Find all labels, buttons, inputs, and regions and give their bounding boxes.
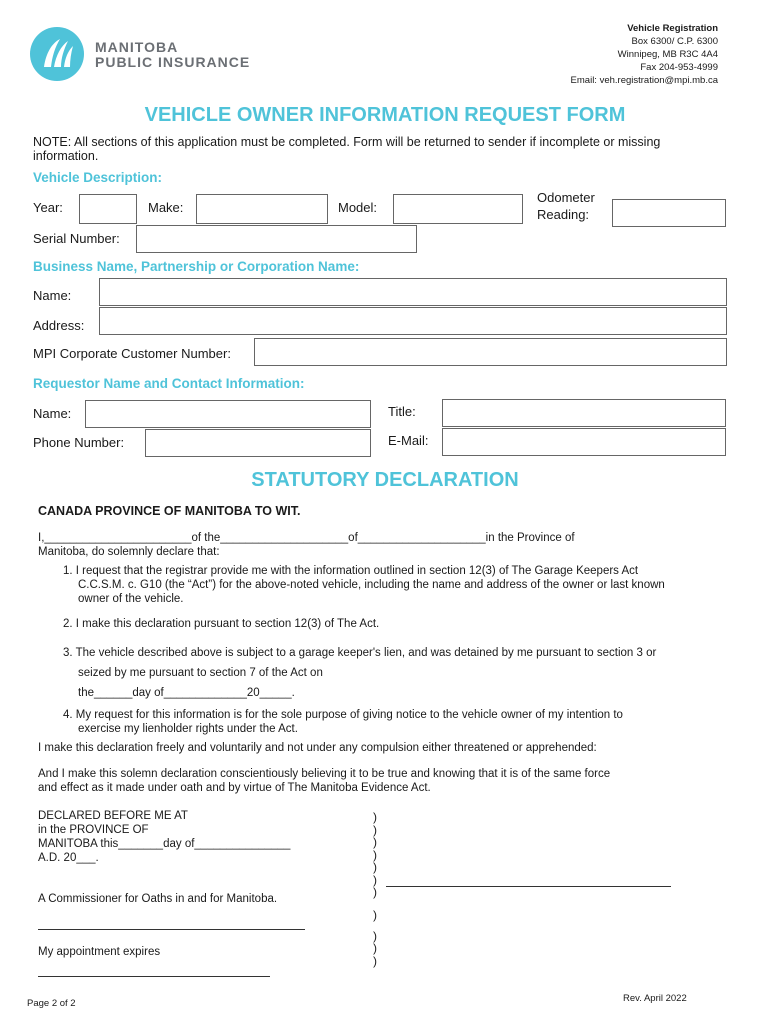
page-number: Page 2 of 2 [27, 998, 76, 1009]
declaration-subtitle: CANADA PROVINCE OF MANITOBA TO WIT. [38, 504, 301, 518]
address-line: Email: veh.registration@mpi.mb.ca [570, 75, 718, 86]
declared-line4: A.D. 20___. [38, 852, 99, 864]
parenthesis: ) [373, 822, 377, 837]
mailing-address [571, 22, 718, 87]
item1-line3: owner of the vehicle. [78, 593, 184, 605]
business-address-label: Address: [33, 318, 85, 333]
declaration-item-1 [63, 564, 743, 606]
form-note: NOTE: All sections of this application must be completed. Form will be returned to sender if incomplete or missing information. [33, 135, 661, 163]
parenthesis: ) [373, 835, 377, 849]
parenthesis: ) [373, 941, 377, 955]
parenthesis-column-lower [373, 909, 377, 967]
declared-line1: DECLARED BEFORE ME AT [38, 810, 188, 822]
appointment-date-line[interactable] [38, 976, 270, 977]
freely-statement: I make this declaration freely and voluntarily and not under any compulsion either threatened or apprehended: [38, 742, 597, 754]
odometer-label-line1: Odometer [537, 190, 595, 205]
declared-line2: in the PROVINCE OF [38, 824, 149, 836]
logo-line1: MANITOBA [95, 39, 179, 55]
serial-number-label: Serial Number: [33, 231, 120, 246]
commissioner-label: A Commissioner for Oaths in and for Manitoba. [38, 893, 278, 905]
address-line: Winnipeg, MB R3C 4A4 [617, 49, 718, 60]
odometer-label-line2: Reading: [537, 207, 590, 222]
declaration-intro [38, 531, 738, 559]
requestor-name-label: Name: [33, 406, 72, 421]
declaration-item-4 [63, 708, 743, 736]
declared-line3: MANITOBA this_______day of_______________ [38, 838, 291, 850]
requestor-section-heading: Requestor Name and Contact Information: [33, 376, 305, 391]
year-label: Year: [33, 200, 63, 215]
item1-line1: 1. I request that the registrar provide me with the information outlined in section 12(3) of The Garage Keepers Act [63, 565, 639, 577]
item4-line2: exercise my lienholder rights under the Act. [78, 723, 298, 735]
parenthesis: ) [373, 847, 377, 862]
appointment-label: My appointment expires [38, 946, 161, 958]
logo-wordmark [95, 40, 250, 70]
item3-line1: 3. The vehicle described above is subject to a garage keeper's lien, and was detained by me pursuant to section 3 or [63, 647, 657, 659]
requestor-title-label: Title: [388, 404, 416, 419]
year-field[interactable] [79, 194, 137, 224]
mpi-logo-icon [30, 27, 84, 81]
business-section-heading: Business Name, Partnership or Corporation Name: [33, 259, 360, 274]
address-title: Vehicle Registration [627, 23, 718, 34]
declaration-title: STATUTORY DECLARATION [251, 469, 519, 491]
logo-line2: PUBLIC INSURANCE [95, 54, 251, 70]
parenthesis: ) [373, 872, 377, 887]
business-name-label: Name: [33, 288, 72, 303]
item1-line2: C.C.S.M. c. G10 (the “Act”) for the above-noted vehicle, including the name and address of the owner or last known [78, 579, 665, 591]
model-label: Model: [338, 200, 378, 215]
phone-number-field[interactable] [145, 429, 371, 457]
declaration-intro-line2: Manitoba, do solemnly declare that: [38, 546, 220, 558]
revision-date: Rev. April 2022 [623, 993, 687, 1004]
declarant-signature-line[interactable] [386, 886, 671, 887]
corporate-number-label: MPI Corporate Customer Number: [33, 346, 231, 361]
business-name-field[interactable] [99, 278, 727, 306]
business-address-field[interactable] [99, 307, 727, 335]
parenthesis: ) [373, 810, 377, 824]
parenthesis: ) [373, 908, 377, 922]
solemn-line1: And I make this solemn declaration conscientiously believing it to be true and knowing that it is of the same force [38, 768, 611, 780]
corporate-number-field[interactable] [254, 338, 727, 366]
phone-number-label: Phone Number: [33, 435, 125, 450]
declared-before-block [38, 809, 290, 865]
item4-line1: 4. My request for this information is for the sole purpose of giving notice to the vehicle owner of my intention to [63, 709, 623, 721]
model-field[interactable] [393, 194, 523, 224]
email-label: E-Mail: [388, 433, 429, 448]
address-line: Fax 204-953-4999 [640, 62, 718, 73]
serial-number-field[interactable] [136, 225, 417, 253]
requestor-name-field[interactable] [85, 400, 371, 428]
parenthesis: ) [373, 953, 377, 968]
parenthesis: ) [373, 885, 377, 899]
parenthesis: ) [373, 860, 377, 874]
odometer-label [537, 189, 595, 223]
make-label: Make: [148, 200, 184, 215]
solemn-line2: and effect as it made under oath and by virtue of The Manitoba Evidence Act. [38, 782, 431, 794]
odometer-field[interactable] [612, 199, 726, 227]
declaration-intro-line1: I,_______________________of the____________________of____________________in the Province of [38, 532, 575, 544]
solemn-statement [38, 767, 738, 795]
address-line: Box 6300/ C.P. 6300 [631, 36, 718, 47]
vehicle-section-heading: Vehicle Description: [33, 170, 163, 185]
parenthesis: ) [373, 928, 377, 943]
item3-line2: seized by me pursuant to section 7 of the Act on [78, 667, 323, 679]
email-field[interactable] [442, 428, 726, 456]
parenthesis-column [373, 811, 377, 899]
commissioner-signature-line[interactable] [38, 929, 305, 930]
declaration-item-3 [63, 643, 743, 703]
make-field[interactable] [196, 194, 328, 224]
form-title: VEHICLE OWNER INFORMATION REQUEST FORM [144, 104, 626, 126]
declaration-item-2: 2. I make this declaration pursuant to section 12(3) of The Act. [63, 618, 380, 630]
requestor-title-field[interactable] [442, 399, 726, 427]
item3-line3: the______day of_____________20_____. [78, 687, 295, 699]
